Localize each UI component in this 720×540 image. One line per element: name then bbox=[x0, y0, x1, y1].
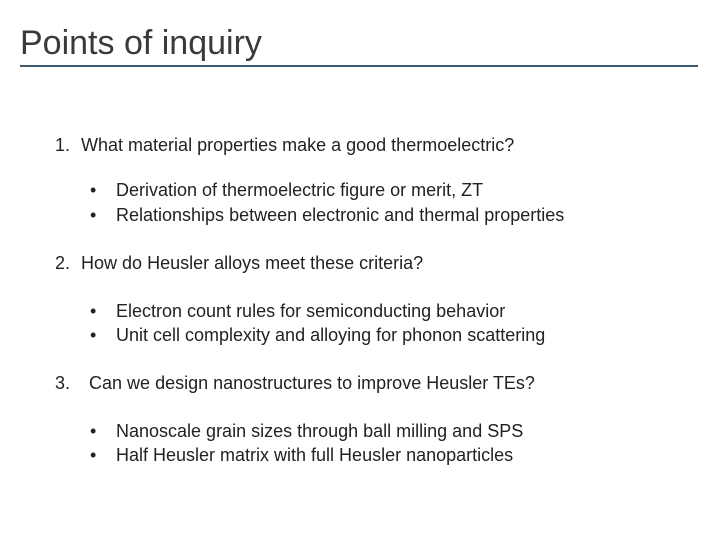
item-number: 1. bbox=[55, 135, 71, 155]
bullet-icon: • bbox=[90, 301, 97, 321]
bullet-text: Derivation of thermoelectric figure or merit, ZT bbox=[116, 180, 484, 200]
item-number: 2. bbox=[55, 253, 71, 273]
bullet-item bbox=[90, 421, 523, 442]
list-item-1 bbox=[55, 135, 514, 156]
bullet-item bbox=[90, 445, 513, 466]
bullet-item bbox=[90, 325, 545, 346]
item-text: How do Heusler alloys meet these criteria? bbox=[81, 253, 424, 273]
item-number: 3. bbox=[55, 373, 71, 393]
bullet-text: Unit cell complexity and alloying for phonon scattering bbox=[116, 325, 546, 345]
bullet-icon: • bbox=[90, 205, 97, 225]
item-text: What material properties make a good thermoelectric? bbox=[81, 135, 515, 155]
bullet-text: Electron count rules for semiconducting behavior bbox=[116, 301, 506, 321]
bullet-text: Half Heusler matrix with full Heusler nanoparticles bbox=[116, 445, 514, 465]
bullet-icon: • bbox=[90, 421, 97, 441]
list-item-2 bbox=[55, 253, 423, 274]
list-item-3 bbox=[55, 373, 535, 394]
page-title: Points of inquiry bbox=[20, 24, 262, 62]
bullet-icon: • bbox=[90, 445, 97, 465]
bullet-item bbox=[90, 205, 564, 226]
bullet-icon: • bbox=[90, 325, 97, 345]
bullet-item bbox=[90, 180, 483, 201]
bullet-item bbox=[90, 301, 505, 322]
bullet-icon: • bbox=[90, 180, 97, 200]
title-underline bbox=[20, 65, 698, 67]
bullet-text: Relationships between electronic and thermal properties bbox=[116, 205, 565, 225]
bullet-text: Nanoscale grain sizes through ball milling and SPS bbox=[116, 421, 524, 441]
item-text: Can we design nanostructures to improve Heusler TEs? bbox=[89, 373, 535, 393]
